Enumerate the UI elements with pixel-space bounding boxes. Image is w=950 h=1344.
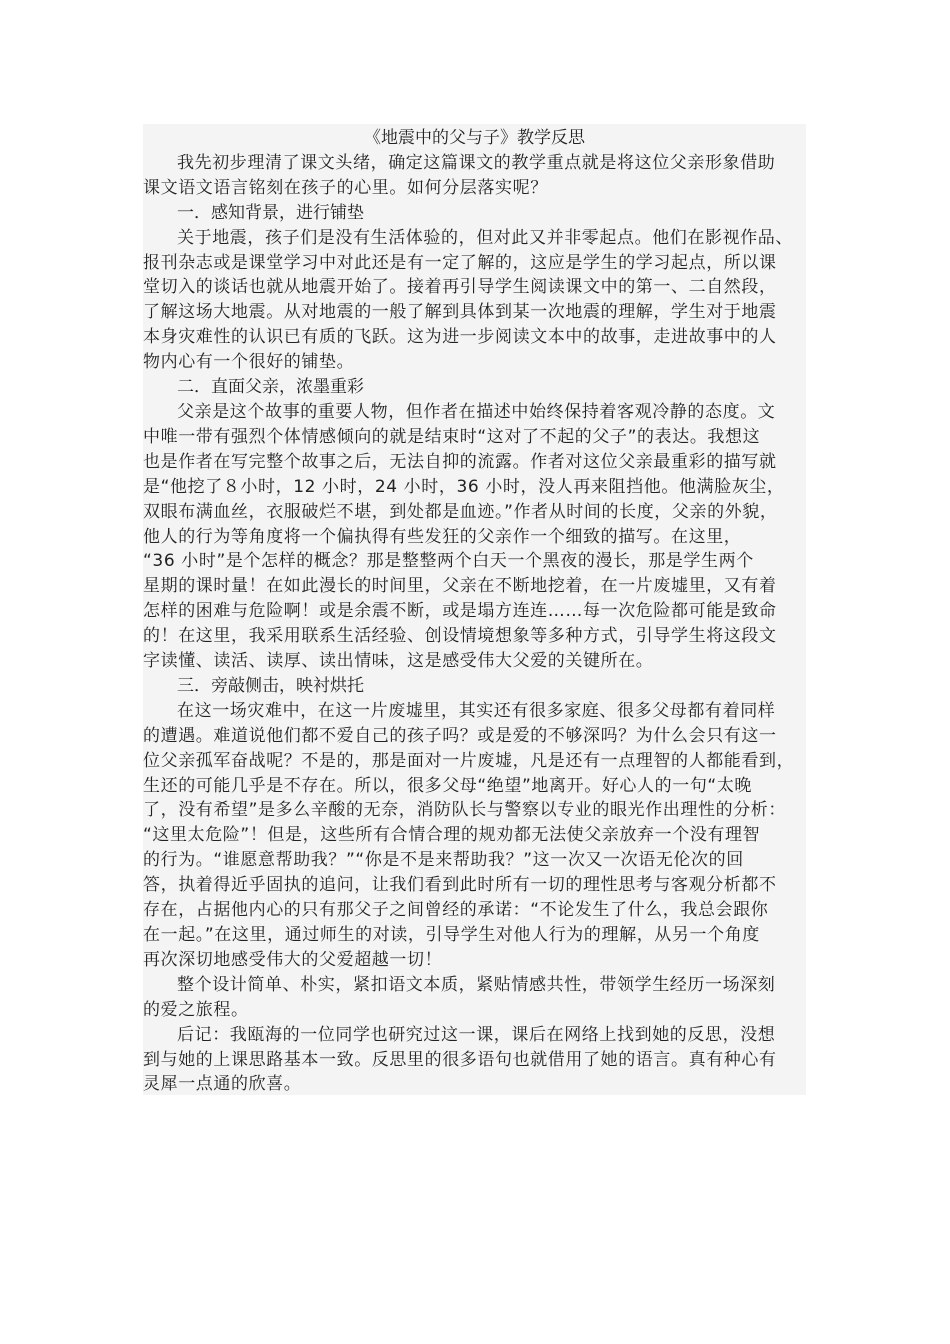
text-line: 课文语文语言铭刻在孩子的心里。如何分层落实呢？	[143, 177, 548, 198]
section-1-heading: 一．感知背景，进行铺垫	[177, 202, 364, 223]
text-line: 怎样的困难与危险啊！或是余震不断，或是塌方连连……每一次危险都可能是致命	[143, 601, 777, 622]
text-line: 的爱之旅程。	[143, 999, 249, 1020]
text-line: 答，执着得近乎固执的追问，让我们看到此时所有一切的理性思考与客观分析都不	[143, 875, 777, 896]
text-line: 双眼布满血丝，衣服破烂不堪，到处都是血迹。”作者从时间的长度，父亲的外貌，	[143, 501, 778, 522]
text-line: 本身灾难性的认识已有质的飞跃。这为进一步阅读文本中的故事，走进故事中的人	[143, 327, 777, 348]
text-line: 再次深切地感受伟大的父爱超越一切！	[143, 949, 443, 970]
section-3-paragraph	[143, 699, 806, 973]
text-line: 到与她的上课思路基本一致。反思里的很多语句也就借用了她的语言。真有种心有	[143, 1049, 777, 1070]
section-1-paragraph	[143, 226, 806, 375]
text-line: 堂切入的谈话也就从地震开始了。接着再引导学生阅读课文中的第一、二自然段，	[143, 277, 777, 298]
text-line: 的！在这里，我采用联系生活经验、创设情境想象等多种方式，引导学生将这段文	[143, 626, 777, 647]
text-line: 的行为。“谁愿意帮助我？”“你是不是来帮助我？”这一次又一次语无伦次的回	[143, 850, 744, 871]
text-line: 关于地震，孩子们是没有生活体验的，但对此又并非零起点。他们在影视作品、	[177, 227, 793, 248]
text-line: 了，没有希望”是多么辛酸的无奈，消防队长与警察以专业的眼光作出理性的分析：	[143, 800, 787, 821]
text-line: 在这一场灾难中，在这一片废墟里，其实还有很多家庭、很多父母都有着同样	[177, 700, 776, 721]
intro-paragraph	[143, 151, 806, 201]
text-line: 是“他挖了８小时，12 小时，24 小时，36 小时，没人再来阻挡他。他满脸灰尘，	[143, 476, 785, 497]
text-line: 灵犀一点通的欣喜。	[143, 1074, 302, 1095]
text-line: “这里太危险”！但是，这些所有合情合理的规劝都无法使父亲放弃一个没有理智	[143, 825, 761, 846]
summary-paragraph	[143, 973, 806, 1023]
text-line: 位父亲孤军奋战呢？不是的，那是面对一片废墟，凡是还有一点理智的人都能看到，	[143, 750, 795, 771]
text-line: 物内心有一个很好的铺垫。	[143, 352, 355, 373]
section-3-heading: 三．旁敲侧击，映衬烘托	[177, 675, 364, 696]
text-line: 也是作者在写完整个故事之后，无法自抑的流露。作者对这位父亲最重彩的描写就	[143, 451, 777, 472]
text-line: 字读懂、读活、读厚、读出情味，这是感受伟大父爱的关键所在。	[143, 651, 654, 672]
text-line: 中唯一带有强烈个体情感倾向的就是结束时“这对了不起的父子”的表达。我想这	[143, 426, 761, 447]
text-line: 后记：我瓯海的一位同学也研究过这一课，课后在网络上找到她的反思，没想	[177, 1024, 776, 1045]
postscript-paragraph	[143, 1023, 806, 1098]
text-line: 父亲是这个故事的重要人物，但作者在描述中始终保持着客观冷静的态度。文	[177, 401, 776, 422]
text-line: 生还的可能几乎是不存在。所以，很多父母“绝望”地离开。好心人的一句“太晚	[143, 775, 753, 796]
text-line: 我先初步理清了课文头绪，确定这篇课文的教学重点就是将这位父亲形象借助	[177, 152, 776, 173]
text-line: 整个设计简单、朴实，紧扣语文本质，紧贴情感共性，带领学生经历一场深刻	[177, 974, 776, 995]
text-line: 他人的行为等角度将一个偏执得有些发狂的父亲作一个细致的描写。在这里，	[143, 526, 742, 547]
document-title: 《地震中的父与子》教学反思	[364, 128, 585, 148]
text-line: 在一起。”在这里，通过师生的对读，引导学生对他人行为的理解，从另一个角度	[143, 925, 760, 945]
section-2-paragraph	[143, 400, 806, 674]
section-2-heading: 二．直面父亲，浓墨重彩	[177, 377, 364, 398]
text-line: 的遭遇。难道说他们都不爱自己的孩子吗？或是爱的不够深吗？为什么会只有这一	[143, 725, 777, 746]
document-body	[143, 124, 806, 1095]
text-line: “36 小时”是个怎样的概念？那是整整两个白天一个黑夜的漫长，那是学生两个	[143, 551, 754, 572]
text-line: 星期的课时量！在如此漫长的时间里，父亲在不断地挖着，在一片废墟里，又有着	[143, 576, 777, 597]
text-line: 存在，占据他内心的只有那父子之间曾经的承诺：“不论发生了什么，我总会跟你	[143, 900, 769, 921]
text-line: 了解这场大地震。从对地震的一般了解到具体到某一次地震的理解，学生对于地震	[143, 302, 777, 323]
text-line: 报刊杂志或是课堂学习中对此还是有一定了解的，这应是学生的学习起点，所以课	[143, 252, 777, 273]
